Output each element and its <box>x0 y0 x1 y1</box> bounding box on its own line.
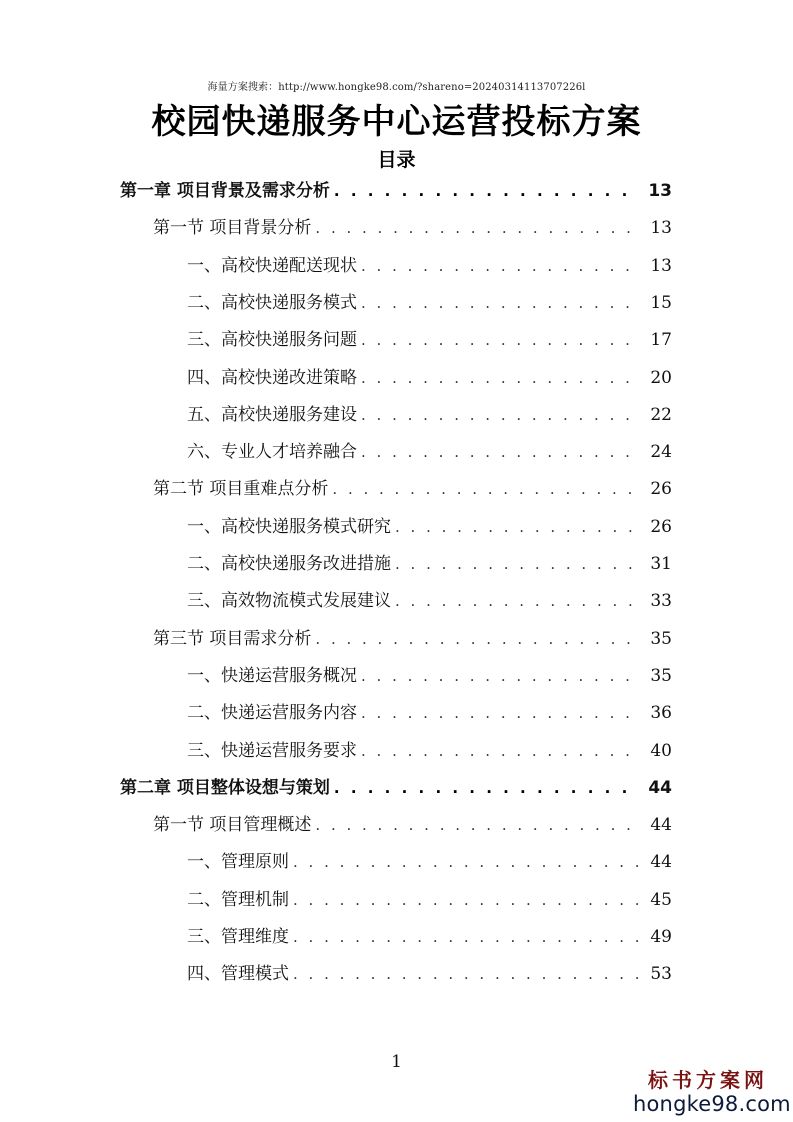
toc-dot-leader <box>334 180 640 202</box>
toc-dot-leader <box>395 553 640 575</box>
toc-dot-leader <box>361 292 640 314</box>
toc-entry-page: 24 <box>650 442 672 462</box>
toc-entry-label: 三、管理维度 <box>187 926 293 948</box>
toc-entry-page: 44 <box>648 778 672 798</box>
toc-entry-item[interactable] <box>187 398 672 426</box>
toc-dot-leader <box>361 367 640 389</box>
toc-dot-leader <box>361 665 640 687</box>
toc-entry-chapter[interactable] <box>120 771 672 799</box>
toc-dot-leader <box>361 740 640 762</box>
watermark-logo <box>633 1068 791 1116</box>
toc-entry-page: 53 <box>650 964 672 984</box>
toc-dot-leader <box>293 889 640 911</box>
toc-entry-label: 五、高校快递服务建设 <box>187 404 361 426</box>
toc-entry-label: 二、高校快递服务改进措施 <box>187 553 395 575</box>
toc-entry-label: 六、专业人才培养融合 <box>187 441 361 463</box>
toc-entry-page: 45 <box>650 890 672 910</box>
toc-entry-chapter[interactable] <box>120 174 672 202</box>
toc-entry-item[interactable] <box>187 696 672 724</box>
toc-entry-section[interactable] <box>153 808 672 836</box>
toc-entry-item[interactable] <box>187 547 672 575</box>
toc-entry-page: 31 <box>650 554 672 574</box>
toc-entry-page: 13 <box>648 181 672 201</box>
toc-entry-page: 20 <box>650 368 672 388</box>
toc-entry-label: 第一节 项目背景分析 <box>153 217 315 239</box>
toc-dot-leader <box>315 217 640 239</box>
toc-entry-page: 13 <box>650 256 672 276</box>
watermark-en-text: hongke98.com <box>633 1092 791 1116</box>
toc-entry-page: 33 <box>650 591 672 611</box>
toc-entry-item[interactable] <box>187 957 672 985</box>
toc-entry-label: 二、快递运营服务内容 <box>187 702 361 724</box>
toc-entry-page: 22 <box>650 405 672 425</box>
toc-dot-leader <box>315 814 640 836</box>
toc-dot-leader <box>395 516 640 538</box>
toc-entry-label: 第一章 项目背景及需求分析 <box>120 180 334 202</box>
toc-entry-page: 35 <box>650 666 672 686</box>
toc-entry-section[interactable] <box>153 472 672 500</box>
toc-entry-label: 三、高效物流模式发展建议 <box>187 590 395 612</box>
toc-dot-leader <box>293 851 640 873</box>
toc-entry-item[interactable] <box>187 435 672 463</box>
toc-dot-leader <box>361 702 640 724</box>
toc-entry-item[interactable] <box>187 361 672 389</box>
toc-entry-label: 二、管理机制 <box>187 889 293 911</box>
toc-dot-leader <box>334 777 640 799</box>
toc-dot-leader <box>332 478 640 500</box>
toc-entry-item[interactable] <box>187 584 672 612</box>
toc-entry-page: 13 <box>650 218 672 238</box>
toc-entry-page: 44 <box>650 815 672 835</box>
toc-dot-leader <box>361 255 640 277</box>
page-number: 1 <box>391 1052 402 1072</box>
toc-entry-label: 第二章 项目整体设想与策划 <box>120 777 334 799</box>
toc-entry-label: 三、高校快递服务问题 <box>187 329 361 351</box>
toc-dot-leader <box>361 404 640 426</box>
toc-entry-item[interactable] <box>187 659 672 687</box>
toc-entry-item[interactable] <box>187 286 672 314</box>
toc-entry-page: 26 <box>650 517 672 537</box>
toc-entry-section[interactable] <box>153 211 672 239</box>
toc-entry-page: 36 <box>650 703 672 723</box>
toc-entry-label: 一、高校快递服务模式研究 <box>187 516 395 538</box>
toc-entry-page: 15 <box>650 293 672 313</box>
toc-entry-label: 第二节 项目重难点分析 <box>153 478 332 500</box>
toc-entry-label: 第一节 项目管理概述 <box>153 814 315 836</box>
toc-entry-label: 一、快递运营服务概况 <box>187 665 361 687</box>
toc-dot-leader <box>293 926 640 948</box>
toc-entry-item[interactable] <box>187 323 672 351</box>
toc-entry-label: 一、管理原则 <box>187 851 293 873</box>
watermark-cn-text: 标书方案网 <box>648 1068 768 1092</box>
toc-entry-page: 44 <box>650 852 672 872</box>
toc-entry-item[interactable] <box>187 249 672 277</box>
toc-dot-leader <box>361 329 640 351</box>
toc-entry-label: 四、高校快递改进策略 <box>187 367 361 389</box>
toc-dot-leader <box>395 590 640 612</box>
toc-entry-page: 17 <box>650 330 672 350</box>
toc-entry-item[interactable] <box>187 734 672 762</box>
toc-entry-label: 第三节 项目需求分析 <box>153 628 315 650</box>
header-source-line: 海量方案搜索：http://www.hongke98.com/?shareno=20240314113707226l <box>207 82 586 93</box>
toc-heading: 目录 <box>377 149 416 171</box>
toc-dot-leader <box>315 628 640 650</box>
toc-entry-item[interactable] <box>187 845 672 873</box>
toc-entry-item[interactable] <box>187 920 672 948</box>
toc-entry-label: 四、管理模式 <box>187 963 293 985</box>
toc-entry-item[interactable] <box>187 883 672 911</box>
toc-entry-page: 49 <box>650 927 672 947</box>
toc-entry-label: 二、高校快递服务模式 <box>187 292 361 314</box>
toc-entry-section[interactable] <box>153 622 672 650</box>
toc-entry-page: 35 <box>650 629 672 649</box>
toc-entry-label: 一、高校快递配送现状 <box>187 255 361 277</box>
toc-dot-leader <box>293 963 640 985</box>
document-title: 校园快递服务中心运营投标方案 <box>151 102 642 142</box>
toc-dot-leader <box>361 441 640 463</box>
toc-entry-label: 三、快递运营服务要求 <box>187 740 361 762</box>
toc-entry-page: 26 <box>650 479 672 499</box>
toc-entry-item[interactable] <box>187 510 672 538</box>
toc-entry-page: 40 <box>650 741 672 761</box>
